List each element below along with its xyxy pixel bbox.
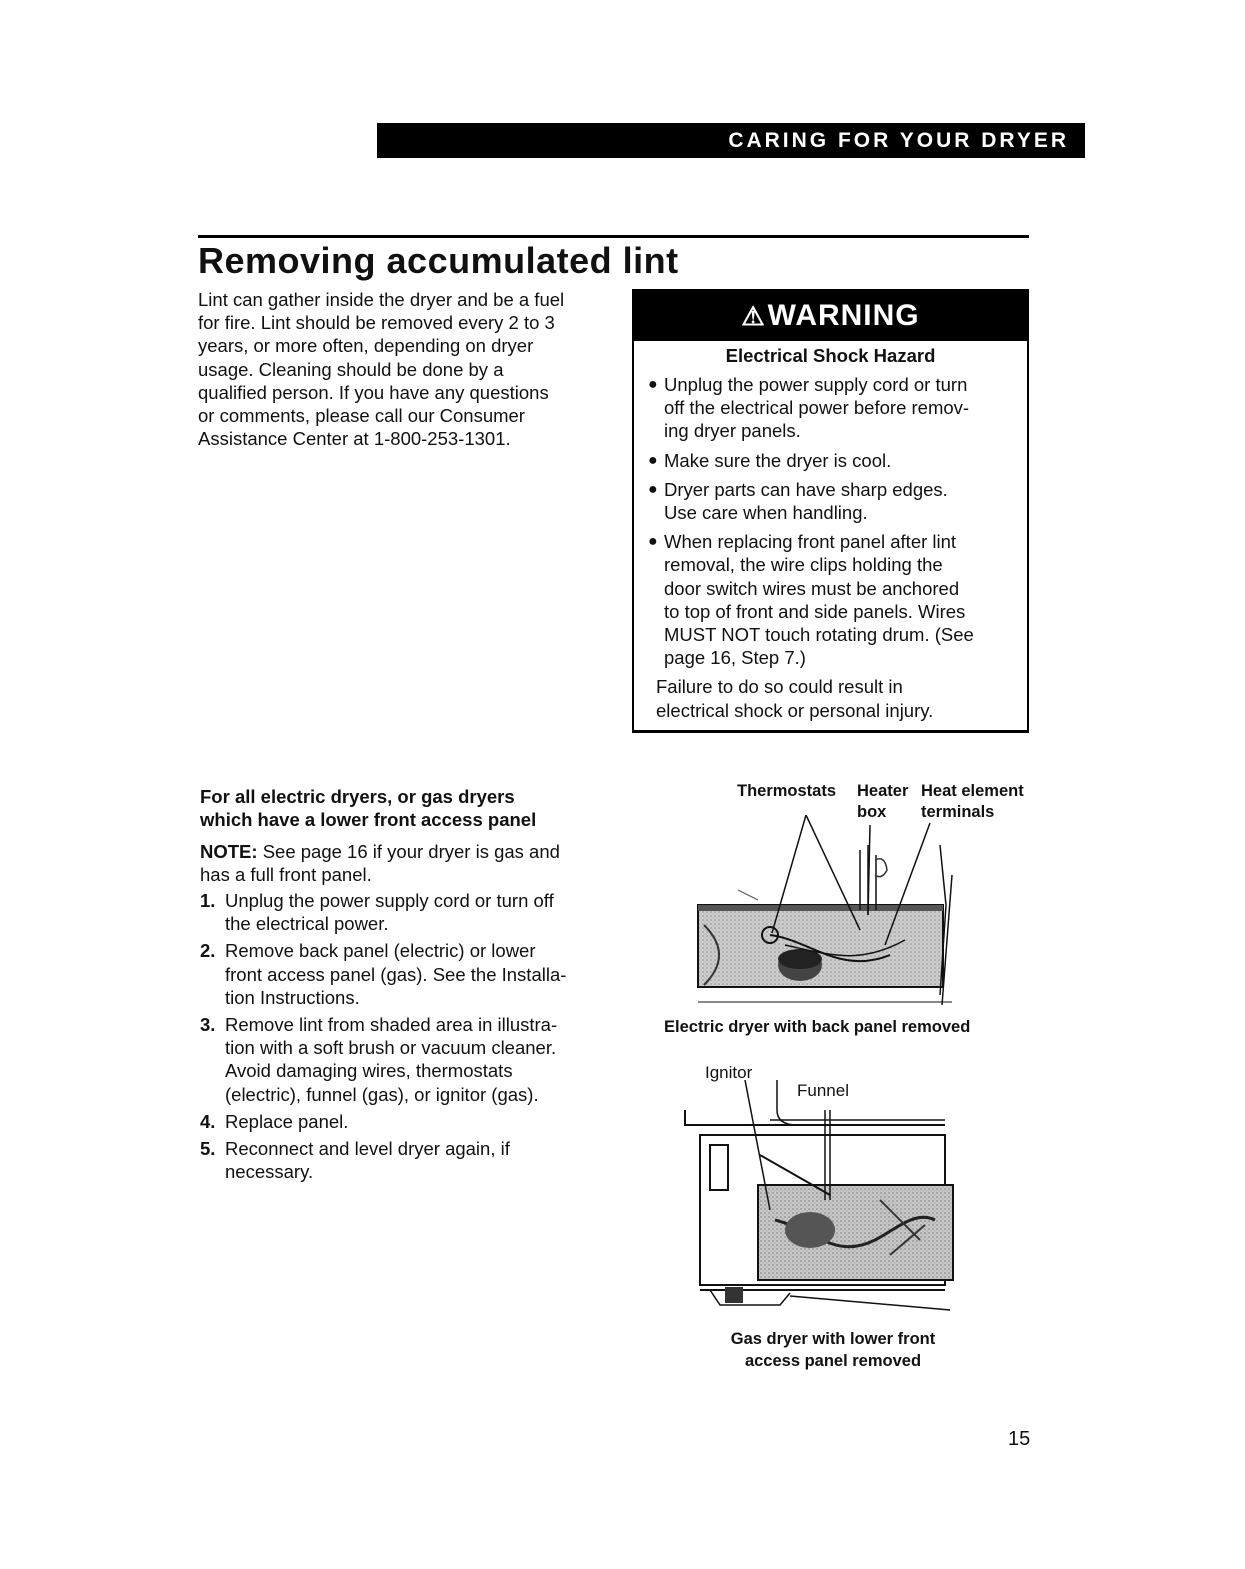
step-number: 2. [200,940,216,962]
warning-bullet [634,478,1017,524]
warning-line: page 16, Step 7.) [664,647,806,669]
caption-gas-dryer [718,1328,948,1372]
intro-line: usage. Cleaning should be done by a [198,358,504,380]
step-item [200,889,600,935]
warning-line: to top of front and side panels. Wires [664,600,966,622]
note-text: has a full front panel. [200,864,372,885]
caption-electric-dryer: Electric dryer with back panel removed [664,1018,971,1036]
step-number: 1. [200,890,216,911]
warning-list [634,373,1027,669]
procedure-heading [200,785,620,831]
steps-list [200,889,600,1187]
step-item [200,1013,600,1106]
label-heater-box: box [857,803,887,821]
step-number: 4. [200,1110,216,1132]
caption-gas-line: access panel removed [744,1352,922,1370]
warning-line: When replacing front panel after lint [664,531,957,553]
step-line: Remove lint from shaded area in illustra- [225,1014,558,1036]
label-ignitor: Ignitor [705,1063,753,1082]
warning-title: WARNING [767,299,920,332]
title-rule [198,235,1029,238]
warning-line: MUST NOT touch rotating drum. (See [664,624,974,646]
warning-subtitle: Electrical Shock Hazard [725,345,936,366]
step-line: Replace panel. [225,1110,349,1132]
step-line: tion with a soft brush or vacuum cleaner. [225,1037,557,1059]
intro-line: for fire. Lint should be removed every 2 to 3 [198,312,555,334]
section-header-bar [377,123,1085,158]
intro-paragraph [198,288,608,450]
step-line: (electric), funnel (gas), or ignitor (gas). [225,1083,539,1105]
intro-line: years, or more often, depending on dryer [198,335,534,357]
bullet-icon: ● [648,376,658,393]
label-funnel: Funnel [797,1081,849,1100]
label-thermostats: Thermostats [737,782,837,800]
warning-footer-line: Failure to do so could result in [656,676,903,698]
intro-line: or comments, please call our Consumer [198,405,525,427]
bullet-icon: ● [648,533,658,551]
procedure-heading-line: For all electric dryers, or gas dryers [200,786,515,807]
warning-line: Use care when handling. [664,502,868,524]
step-line: front access panel (gas). See the Installa- [225,963,567,985]
warning-footer-line: electrical shock or personal injury. [656,699,934,721]
warning-bullet [634,373,1017,443]
step-line: tion Instructions. [225,986,360,1008]
intro-line: Assistance Center at 1-800-253-1301. [198,428,511,450]
step-item [200,1110,600,1133]
bullet-icon: ● [648,480,658,498]
warning-footer [634,675,1027,721]
warning-triangle-icon: ⚠ [741,300,766,331]
bullet-icon: ● [648,451,658,469]
warning-line: Make sure the dryer is cool. [664,449,892,471]
electric-dryer-illustration [690,815,980,1015]
warning-line: Unplug the power supply cord or turn [664,374,968,395]
note-text: See page 16 if your dryer is gas and [257,841,560,862]
page-number: 15 [1008,1428,1031,1450]
step-number: 5. [200,1138,216,1160]
warning-bullet [634,530,1017,669]
gas-dryer-illustration [680,1080,955,1320]
intro-line: Lint can gather inside the dryer and be a fuel [198,289,565,310]
step-line: Reconnect and level dryer again, if [225,1138,510,1160]
step-item [200,1137,600,1183]
step-item [200,939,600,1009]
procedure-heading-line: which have a lower front access panel [200,809,537,830]
warning-box [632,289,1029,733]
section-header-title: CARING FOR YOUR DRYER [728,129,1069,152]
warning-line: door switch wires must be anchored [664,577,960,599]
page-title: Removing accumulated lint [198,240,679,281]
note-paragraph [200,840,600,886]
warning-line: ing dryer panels. [664,420,801,442]
caption-gas-line: Gas dryer with lower front [730,1330,936,1348]
step-line: Avoid damaging wires, thermostats [225,1060,513,1082]
warning-bullet [634,449,1017,472]
label-heat-element-terminals: terminals [921,803,995,821]
label-heat-element: Heat element [921,782,1024,800]
step-line: the electrical power. [225,913,389,935]
step-line: Remove back panel (electric) or lower [225,940,536,962]
step-line: necessary. [225,1161,314,1183]
warning-line: removal, the wire clips holding the [664,554,943,576]
step-number: 3. [200,1014,216,1036]
intro-line: qualified person. If you have any questions [198,381,549,403]
warning-header [632,291,1029,341]
warning-line: off the electrical power before remov- [664,397,970,419]
label-heater: Heater [857,782,909,800]
note-label: NOTE: [200,841,258,862]
warning-line: Dryer parts can have sharp edges. [664,478,948,500]
step-line: Unplug the power supply cord or turn off [225,890,554,911]
